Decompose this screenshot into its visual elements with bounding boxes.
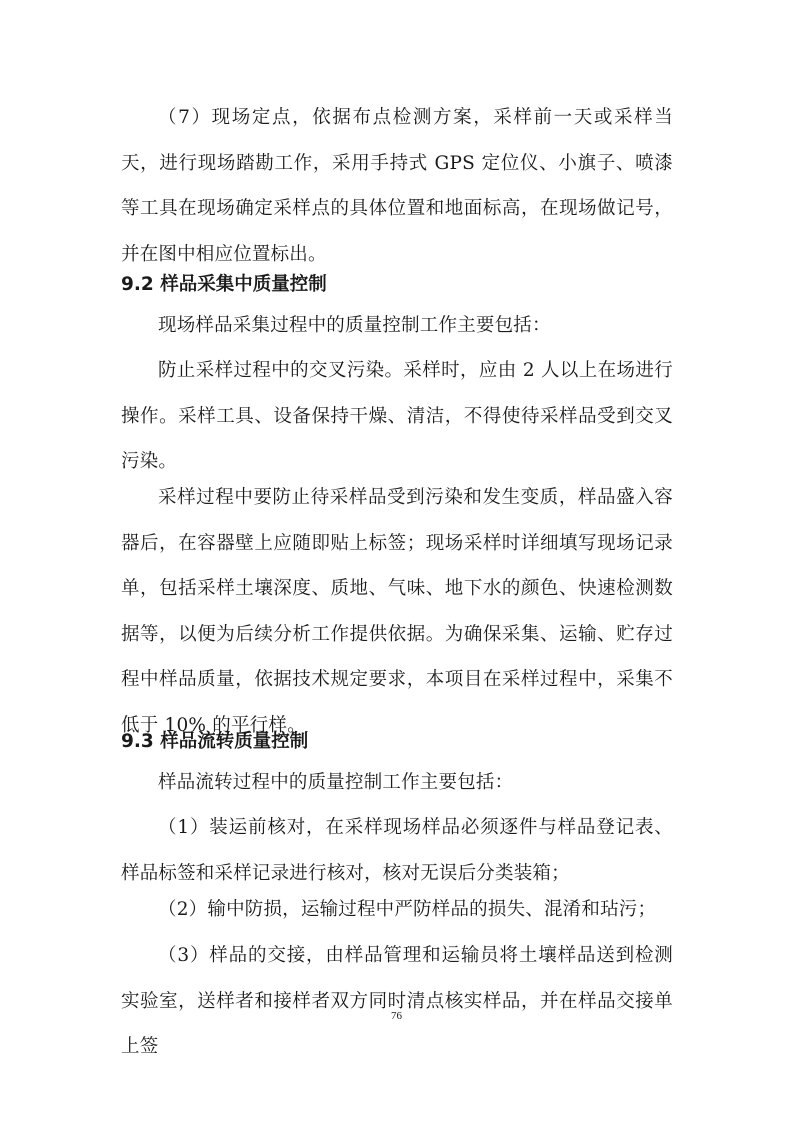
paragraph-pre-shipment-check: （1）装运前核对，在采样现场样品必须逐件与样品登记表、样品标签和采样记录进行核对，核对无误后分类装箱； (121, 817, 673, 884)
page-number: 76 (391, 1010, 402, 1022)
paragraph-sample-preservation: 采样过程中要防止待采样品受到污染和发生变质，样品盛入容器后，在容器壁上应随即贴上标签；现场采样时详细填写现场记录单，包括采样土壤深度、质地、气味、地下水的颜色、快速检测数据等，以便为后续分析工作提供依据。为确保采集、运输、贮存过程中样品质量，依据技术规定要求，本项目在采样过程中，采集不低于 10% 的平行样。 (121, 487, 673, 736)
paragraph-circulation-qc-intro: 样品流转过程中的质量控制工作主要包括： (158, 772, 514, 793)
section-heading-9-2: 9.2 样品采集中质量控制 (121, 274, 327, 295)
paragraph-sample-handover: （3）样品的交接，由样品管理和运输员将土壤样品送到检测实验室，送样者和接样者双方同时清点核实样品，并在样品交接单上签 (121, 945, 673, 1057)
paragraph-site-positioning: （7）现场定点，依据布点检测方案，采样前一天或采样当天，进行现场踏勘工作，采用手持式 GPS 定位仪、小旗子、喷漆等工具在现场确定采样点的具体位置和地面标高，在现场做记号，并在图中相应位置标出。 (121, 107, 673, 265)
section-heading-9-3: 9.3 样品流转质量控制 (121, 731, 309, 752)
paragraph-sampling-qc-intro: 现场样品采集过程中的质量控制工作主要包括： (158, 315, 551, 336)
paragraph-transport-protection: （2）输中防损，运输过程中严防样品的损失、混淆和玷污； (158, 899, 657, 920)
paragraph-cross-contamination: 防止采样过程中的交叉污染。采样时，应由 2 人以上在场进行操作。采样工具、设备保持干燥、清洁，不得使待采样品受到交叉污染。 (121, 360, 673, 472)
